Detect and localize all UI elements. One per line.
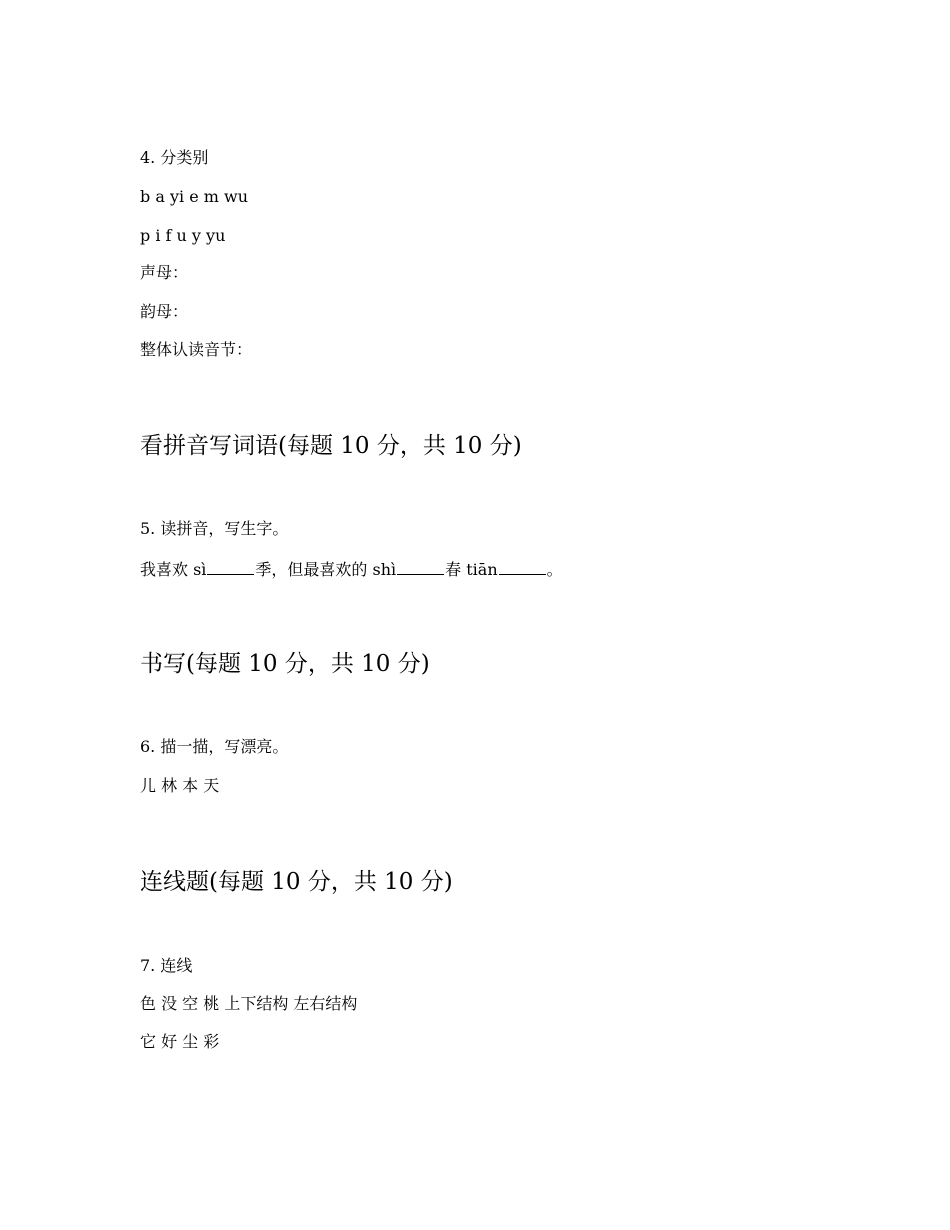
q5-title: 5. 读拼音，写生字。 bbox=[140, 519, 289, 538]
q7-title: 7. 连线 bbox=[140, 956, 193, 975]
q4-title: 4. 分类别 bbox=[140, 148, 209, 167]
q4-yunmu-label: 韵母： bbox=[140, 302, 189, 321]
answer-blank[interactable] bbox=[207, 558, 254, 575]
q5-part-3: 春 tiān bbox=[445, 560, 498, 579]
section-heading-writing: 书写(每题 10 分，共 10 分) bbox=[140, 651, 430, 677]
answer-blank[interactable] bbox=[499, 558, 546, 575]
q5-part-1: 我喜欢 sì bbox=[140, 560, 207, 579]
q4-pinyin-row-1: b a yi e m wu bbox=[140, 187, 249, 206]
answer-blank[interactable] bbox=[397, 558, 444, 575]
q4-pinyin-row-2: p i f u y yu bbox=[140, 226, 226, 245]
q5-part-4: 。 bbox=[546, 560, 563, 579]
q4-zhengti-label: 整体认读音节： bbox=[140, 340, 253, 359]
q6-title: 6. 描一描，写漂亮。 bbox=[140, 737, 289, 756]
section-heading-matching: 连线题(每题 10 分，共 10 分) bbox=[140, 869, 453, 895]
q7-row-1: 色 没 空 桃 上下结构 左右结构 bbox=[140, 994, 358, 1013]
q7-row-2: 它 好 尘 彩 bbox=[140, 1032, 220, 1051]
q5-part-2: 季，但最喜欢的 shì bbox=[255, 560, 397, 579]
q5-sentence bbox=[140, 558, 563, 580]
q6-characters: 儿 林 本 天 bbox=[140, 776, 220, 795]
q4-shengmu-label: 声母： bbox=[140, 263, 189, 282]
section-heading-pinyin: 看拼音写词语(每题 10 分，共 10 分) bbox=[140, 433, 522, 459]
